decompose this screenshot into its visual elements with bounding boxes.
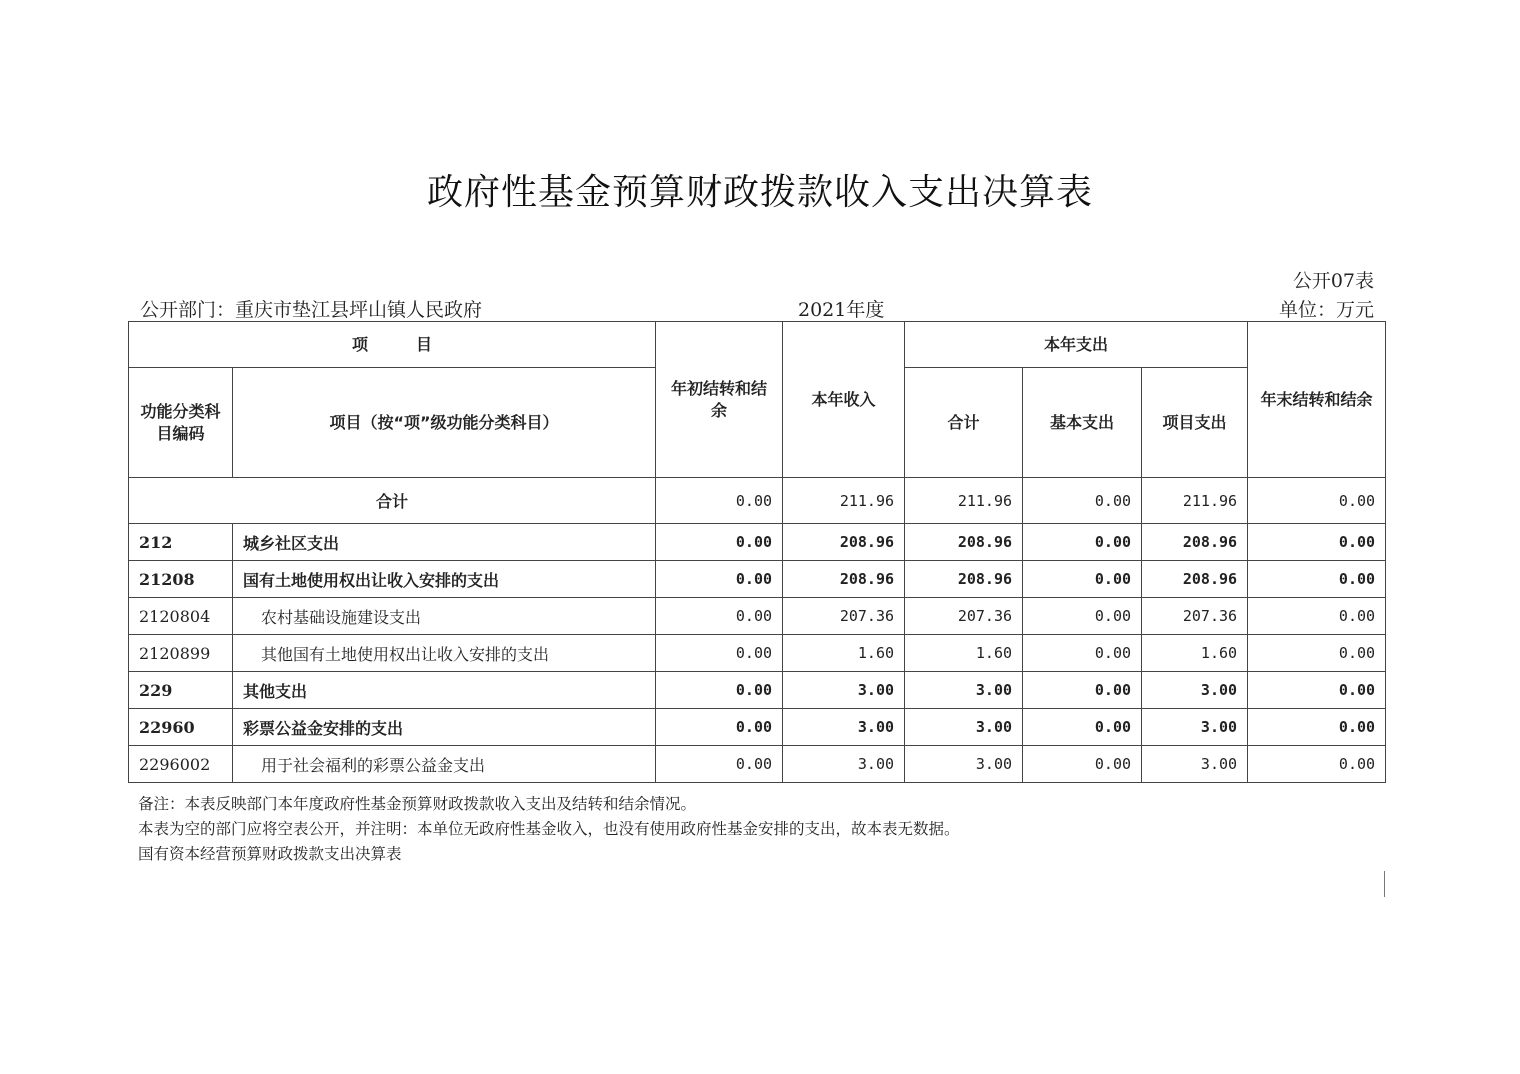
total-begin: 0.00 [656,478,783,524]
row-begin: 0.00 [656,524,783,561]
row-exp-project: 208.96 [1142,561,1248,598]
table-row [129,561,1386,598]
row-exp-basic: 0.00 [1023,635,1142,672]
row-begin: 0.00 [656,709,783,746]
row-income: 3.00 [783,672,905,709]
row-exp-total: 1.60 [905,635,1023,672]
department-label: 公开部门：重庆市垫江县坪山镇人民政府 [140,299,483,321]
row-exp-basic: 0.00 [1023,709,1142,746]
table-row [129,672,1386,709]
table-row [129,635,1386,672]
row-exp-project: 3.00 [1142,746,1248,783]
note-line: 备注：本表反映部门本年度政府性基金预算财政拨款收入支出及结转和结余情况。 [138,795,697,813]
header-end-balance: 年末结转和结余 [1248,322,1386,478]
row-exp-project: 3.00 [1142,672,1248,709]
row-code: 2120899 [129,635,233,672]
row-income: 208.96 [783,524,905,561]
page-title: 政府性基金预算财政拨款收入支出决算表 [426,172,1093,213]
row-code: 212 [129,524,233,561]
row-end: 0.00 [1248,561,1386,598]
row-code: 2120804 [129,598,233,635]
total-row [129,478,1386,524]
row-begin: 0.00 [656,746,783,783]
header-exp-total: 合计 [905,368,1023,478]
total-exp-total: 211.96 [905,478,1023,524]
row-exp-basic: 0.00 [1023,672,1142,709]
row-end: 0.00 [1248,524,1386,561]
row-end: 0.00 [1248,598,1386,635]
table-row [129,746,1386,783]
notes [138,792,960,867]
table-row [129,524,1386,561]
row-code: 2296002 [129,746,233,783]
row-end: 0.00 [1248,672,1386,709]
row-begin: 0.00 [656,672,783,709]
total-exp-basic: 0.00 [1023,478,1142,524]
header-exp-basic: 基本支出 [1023,368,1142,478]
row-income: 1.60 [783,635,905,672]
total-exp-project: 211.96 [1142,478,1248,524]
row-exp-basic: 0.00 [1023,561,1142,598]
row-exp-project: 1.60 [1142,635,1248,672]
row-begin: 0.00 [656,561,783,598]
row-name: 国有土地使用权出让收入安排的支出 [233,561,656,598]
row-exp-total: 208.96 [905,524,1023,561]
note-line: 国有资本经营预算财政拨款支出决算表 [138,845,402,863]
row-name: 农村基础设施建设支出 [233,598,656,635]
row-exp-project: 207.36 [1142,598,1248,635]
row-income: 3.00 [783,746,905,783]
row-code: 229 [129,672,233,709]
row-end: 0.00 [1248,746,1386,783]
unit-label: 单位：万元 [1278,299,1374,321]
row-income: 207.36 [783,598,905,635]
row-name: 城乡社区支出 [233,524,656,561]
row-exp-total: 207.36 [905,598,1023,635]
row-exp-total: 3.00 [905,746,1023,783]
row-income: 3.00 [783,709,905,746]
row-exp-total: 208.96 [905,561,1023,598]
header-code: 功能分类科目编码 [129,368,233,478]
row-exp-total: 3.00 [905,672,1023,709]
table-row [129,709,1386,746]
header-item: 项 目 [129,322,656,368]
row-name: 其他支出 [233,672,656,709]
header-exp-project: 项目支出 [1142,368,1248,478]
row-name: 用于社会福利的彩票公益金支出 [233,746,656,783]
row-exp-basic: 0.00 [1023,746,1142,783]
header-income: 本年收入 [783,322,905,478]
row-begin: 0.00 [656,598,783,635]
row-end: 0.00 [1248,709,1386,746]
row-code: 21208 [129,561,233,598]
row-name: 其他国有土地使用权出让收入安排的支出 [233,635,656,672]
table-number: 公开07表 [1292,270,1374,292]
header-expense-group: 本年支出 [905,322,1248,368]
row-exp-basic: 0.00 [1023,524,1142,561]
total-label: 合计 [129,478,656,524]
table-row [129,598,1386,635]
note-line: 本表为空的部门应将空表公开，并注明：本单位无政府性基金收入，也没有使用政府性基金安排的支出，故本表无数据。 [138,820,960,838]
row-income: 208.96 [783,561,905,598]
fiscal-year: 2021年度 [798,299,885,321]
total-end: 0.00 [1248,478,1386,524]
row-code: 22960 [129,709,233,746]
row-exp-basic: 0.00 [1023,598,1142,635]
row-begin: 0.00 [656,635,783,672]
row-name: 彩票公益金安排的支出 [233,709,656,746]
header-item-name: 项目（按“项”级功能分类科目） [233,368,656,478]
header-begin-balance: 年初结转和结余 [656,322,783,478]
row-exp-project: 3.00 [1142,709,1248,746]
row-end: 0.00 [1248,635,1386,672]
total-income: 211.96 [783,478,905,524]
divider [1384,871,1385,897]
budget-table [128,321,1386,783]
row-exp-total: 3.00 [905,709,1023,746]
row-exp-project: 208.96 [1142,524,1248,561]
